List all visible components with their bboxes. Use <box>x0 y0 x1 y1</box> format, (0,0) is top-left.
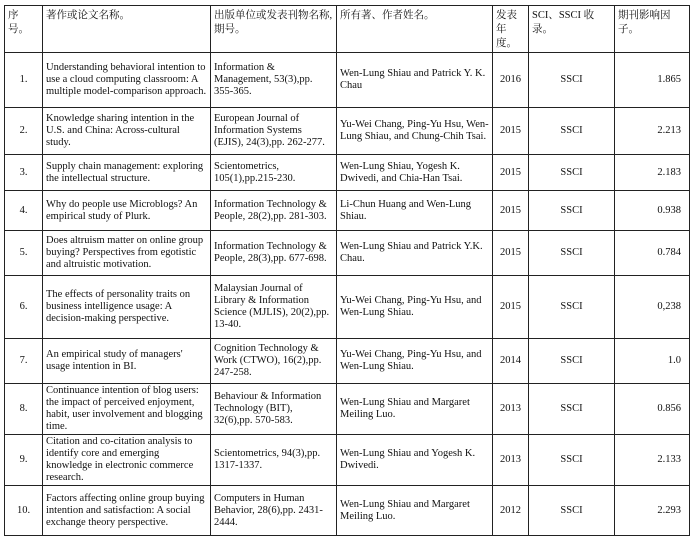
impact-factor: 1.0 <box>615 339 690 384</box>
paper-title: The effects of personality traits on business intelligence usage: A decision-making perspective. <box>43 276 211 339</box>
author-list: Wen-Lung Shiau and Patrick Y.K. Chau. <box>337 231 493 276</box>
index-type: SSCI <box>529 339 615 384</box>
paper-title: Continuance intention of blog users: the impact of perceived enjoyment, habit, user involvement and blogging time. <box>43 384 211 435</box>
header-impact: 期刊影响因子。 <box>615 6 690 53</box>
impact-factor: 2.213 <box>615 108 690 155</box>
paper-title: An empirical study of managers' usage intention in BI. <box>43 339 211 384</box>
header-index: SCI、SSCI 收录。 <box>529 6 615 53</box>
journal-info: Scientometrics, 94(3),pp. 1317-1337. <box>211 435 337 486</box>
row-number: 5. <box>5 231 43 276</box>
table-row <box>5 339 690 384</box>
journal-info: Information Technology & People, 28(3),pp. 677-698. <box>211 231 337 276</box>
table-row <box>5 435 690 486</box>
row-number: 2. <box>5 108 43 155</box>
index-type: SSCI <box>529 435 615 486</box>
index-type: SSCI <box>529 53 615 108</box>
table-row <box>5 486 690 536</box>
row-number: 9. <box>5 435 43 486</box>
header-row <box>5 6 690 53</box>
impact-factor: 2.133 <box>615 435 690 486</box>
author-list: Wen-Lung Shiau and Margaret Meiling Luo. <box>337 384 493 435</box>
author-list: Wen-Lung Shiau and Margaret Meiling Luo. <box>337 486 493 536</box>
row-number: 4. <box>5 191 43 231</box>
index-type: SSCI <box>529 155 615 191</box>
paper-title: Supply chain management: exploring the intellectual structure. <box>43 155 211 191</box>
paper-title: Does altruism matter on online group buying? Perspectives from egotistic and altruistic motivation. <box>43 231 211 276</box>
row-number: 6. <box>5 276 43 339</box>
author-list: Wen-Lung Shiau and Patrick Y. K. Chau <box>337 53 493 108</box>
table-row <box>5 155 690 191</box>
publication-year: 2015 <box>493 155 529 191</box>
impact-factor: 2.293 <box>615 486 690 536</box>
table-row <box>5 384 690 435</box>
publication-year: 2013 <box>493 384 529 435</box>
author-list: Wen-Lung Shiau and Yogesh K. Dwivedi. <box>337 435 493 486</box>
journal-info: Behaviour & Information Technology (BIT), 32(6),pp. 570-583. <box>211 384 337 435</box>
journal-info: Scientometrics, 105(1),pp.215-230. <box>211 155 337 191</box>
journal-info: Information & Management, 53(3),pp. 355-365. <box>211 53 337 108</box>
author-list: Yu-Wei Chang, Ping-Yu Hsu, and Wen-Lung Shiau. <box>337 339 493 384</box>
author-list: Yu-Wei Chang, Ping-Yu Hsu, and Wen-Lung Shiau. <box>337 276 493 339</box>
paper-title: Understanding behavioral intention to use a cloud computing classroom: A multiple model-comparison approach. <box>43 53 211 108</box>
paper-title: Knowledge sharing intention in the U.S. and China: Across-cultural study. <box>43 108 211 155</box>
journal-info: Malaysian Journal of Library & Information Science (MJLIS), 20(2),pp. 13-40. <box>211 276 337 339</box>
table-row <box>5 231 690 276</box>
publication-year: 2015 <box>493 191 529 231</box>
publication-year: 2012 <box>493 486 529 536</box>
publication-year: 2015 <box>493 231 529 276</box>
index-type: SSCI <box>529 276 615 339</box>
row-number: 7. <box>5 339 43 384</box>
row-number: 10. <box>5 486 43 536</box>
publication-year: 2013 <box>493 435 529 486</box>
journal-info: Computers in Human Behavior, 28(6),pp. 2431-2444. <box>211 486 337 536</box>
header-journal: 出版单位或发表刊物名称,期号。 <box>211 6 337 53</box>
author-list: Li-Chun Huang and Wen-Lung Shiau. <box>337 191 493 231</box>
journal-info: Information Technology & People, 28(2),pp. 281-303. <box>211 191 337 231</box>
paper-title: Factors affecting online group buying intention and satisfaction: A social exchange theory perspective. <box>43 486 211 536</box>
impact-factor: 2.183 <box>615 155 690 191</box>
publication-year: 2014 <box>493 339 529 384</box>
table-row <box>5 276 690 339</box>
publication-year: 2015 <box>493 276 529 339</box>
index-type: SSCI <box>529 384 615 435</box>
paper-title: Why do people use Microblogs? An empirical study of Plurk. <box>43 191 211 231</box>
index-type: SSCI <box>529 486 615 536</box>
header-authors: 所有著、作者姓名。 <box>337 6 493 53</box>
row-number: 3. <box>5 155 43 191</box>
journal-info: European Journal of Information Systems (EJIS), 24(3),pp. 262-277. <box>211 108 337 155</box>
author-list: Yu-Wei Chang, Ping-Yu Hsu, Wen-Lung Shiau, and Chung-Chih Tsai. <box>337 108 493 155</box>
impact-factor: 0.784 <box>615 231 690 276</box>
row-number: 8. <box>5 384 43 435</box>
header-year: 发表年度。 <box>493 6 529 53</box>
impact-factor: 0,238 <box>615 276 690 339</box>
publication-table <box>4 5 690 536</box>
table-row <box>5 53 690 108</box>
table-row <box>5 108 690 155</box>
publication-year: 2015 <box>493 108 529 155</box>
table-row <box>5 191 690 231</box>
paper-title: Citation and co-citation analysis to identify core and emerging knowledge in electronic commerce research. <box>43 435 211 486</box>
impact-factor: 1.865 <box>615 53 690 108</box>
row-number: 1. <box>5 53 43 108</box>
index-type: SSCI <box>529 191 615 231</box>
impact-factor: 0.938 <box>615 191 690 231</box>
header-title: 著作或论文名称。 <box>43 6 211 53</box>
index-type: SSCI <box>529 108 615 155</box>
index-type: SSCI <box>529 231 615 276</box>
header-no: 序号。 <box>5 6 43 53</box>
publication-year: 2016 <box>493 53 529 108</box>
journal-info: Cognition Technology & Work (CTWO), 16(2),pp. 247-258. <box>211 339 337 384</box>
author-list: Wen-Lung Shiau, Yogesh K. Dwivedi, and Chia-Han Tsai. <box>337 155 493 191</box>
impact-factor: 0.856 <box>615 384 690 435</box>
